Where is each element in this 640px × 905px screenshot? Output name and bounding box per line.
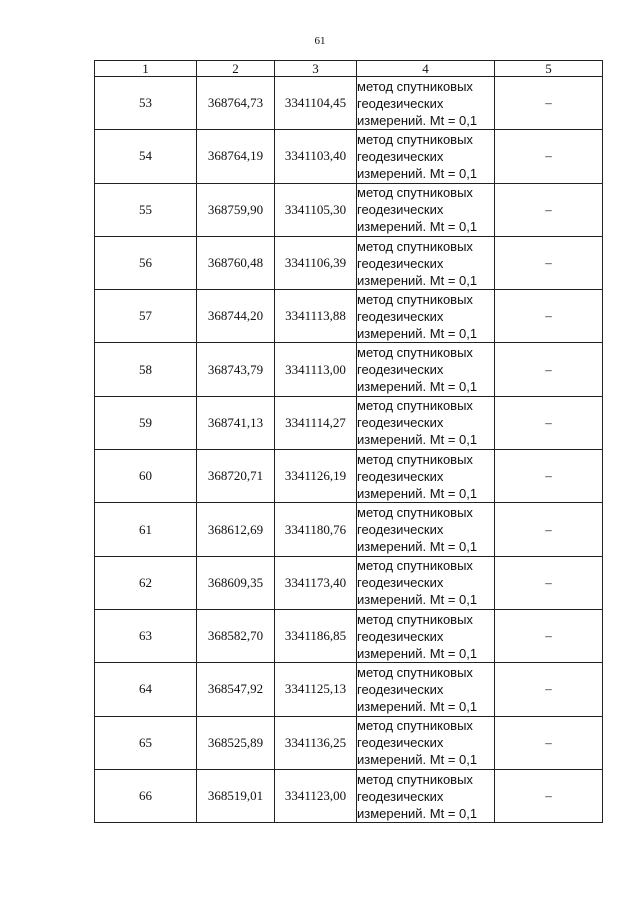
coordinate-x: 368764,73 (197, 77, 275, 130)
method-line: геодезических (357, 362, 444, 378)
measurement-method (357, 716, 495, 769)
empty-value-dash: – (495, 503, 603, 556)
empty-value-dash: – (495, 343, 603, 396)
method-line: измерений. Mt = 0,1 (357, 112, 478, 128)
method-line: геодезических (357, 202, 444, 218)
point-number: 61 (95, 503, 197, 556)
method-line: измерений. Mt = 0,1 (357, 805, 478, 821)
method-line: измерений. Mt = 0,1 (357, 645, 478, 661)
table-row (95, 236, 603, 289)
point-number: 59 (95, 396, 197, 449)
method-line: геодезических (357, 788, 444, 804)
coordinate-y: 3341113,88 (275, 290, 357, 343)
header-col-4: 4 (357, 61, 495, 77)
method-line: измерений. Mt = 0,1 (357, 379, 478, 395)
method-line: геодезических (357, 628, 444, 644)
method-line: метод спутниковых (357, 131, 473, 147)
header-col-2: 2 (197, 61, 275, 77)
method-line: геодезических (357, 522, 444, 538)
method-line: метод спутниковых (357, 558, 473, 574)
point-number: 66 (95, 769, 197, 822)
coordinate-x: 368582,70 (197, 609, 275, 662)
table-row (95, 450, 603, 503)
method-line: метод спутниковых (357, 238, 473, 254)
coordinate-x: 368741,13 (197, 396, 275, 449)
method-line: метод спутниковых (357, 451, 473, 467)
coordinate-x: 368720,71 (197, 450, 275, 503)
measurement-method (357, 183, 495, 236)
coordinate-x: 368525,89 (197, 716, 275, 769)
measurement-method (357, 396, 495, 449)
coordinate-x: 368743,79 (197, 343, 275, 396)
method-line: измерений. Mt = 0,1 (357, 485, 478, 501)
coordinate-x: 368547,92 (197, 663, 275, 716)
coordinate-y: 3341105,30 (275, 183, 357, 236)
method-line: метод спутниковых (357, 611, 473, 627)
coordinate-y: 3341113,00 (275, 343, 357, 396)
method-line: метод спутниковых (357, 345, 473, 361)
empty-value-dash: – (495, 290, 603, 343)
coordinate-y: 3341103,40 (275, 130, 357, 183)
method-line: метод спутниковых (357, 505, 473, 521)
method-line: геодезических (357, 468, 444, 484)
table-row (95, 290, 603, 343)
method-line: геодезических (357, 255, 444, 271)
coordinate-x: 368764,19 (197, 130, 275, 183)
method-line: метод спутниковых (357, 771, 473, 787)
header-col-1: 1 (95, 61, 197, 77)
coordinate-y: 3341173,40 (275, 556, 357, 609)
coordinate-x: 368760,48 (197, 236, 275, 289)
method-line: метод спутниковых (357, 664, 473, 680)
method-line: измерений. Mt = 0,1 (357, 165, 478, 181)
method-line: геодезических (357, 415, 444, 431)
measurement-method (357, 77, 495, 130)
table-row (95, 77, 603, 130)
empty-value-dash: – (495, 236, 603, 289)
coordinate-y: 3341125,13 (275, 663, 357, 716)
method-line: метод спутниковых (357, 718, 473, 734)
table-row (95, 663, 603, 716)
method-line: измерений. Mt = 0,1 (357, 752, 478, 768)
table-row (95, 769, 603, 822)
coordinate-x: 368612,69 (197, 503, 275, 556)
table-row (95, 716, 603, 769)
measurement-method (357, 290, 495, 343)
measurement-method (357, 663, 495, 716)
method-line: измерений. Mt = 0,1 (357, 592, 478, 608)
coordinate-y: 3341186,85 (275, 609, 357, 662)
point-number: 58 (95, 343, 197, 396)
page-number: 61 (314, 35, 326, 47)
method-line: измерений. Mt = 0,1 (357, 698, 478, 714)
coordinate-y: 3341180,76 (275, 503, 357, 556)
empty-value-dash: – (495, 769, 603, 822)
empty-value-dash: – (495, 663, 603, 716)
method-line: измерений. Mt = 0,1 (357, 539, 478, 555)
coordinate-x: 368519,01 (197, 769, 275, 822)
table-header-row (95, 61, 603, 77)
measurement-method (357, 556, 495, 609)
coordinate-y: 3341104,45 (275, 77, 357, 130)
empty-value-dash: – (495, 450, 603, 503)
method-line: измерений. Mt = 0,1 (357, 325, 478, 341)
coordinate-y: 3341123,00 (275, 769, 357, 822)
header-col-3: 3 (275, 61, 357, 77)
table-row (95, 609, 603, 662)
coordinate-y: 3341106,39 (275, 236, 357, 289)
coordinate-y: 3341126,19 (275, 450, 357, 503)
method-line: метод спутниковых (357, 78, 473, 94)
method-line: геодезических (357, 148, 444, 164)
method-line: измерений. Mt = 0,1 (357, 432, 478, 448)
empty-value-dash: – (495, 609, 603, 662)
empty-value-dash: – (495, 130, 603, 183)
measurement-method (357, 236, 495, 289)
table-row (95, 183, 603, 236)
point-number: 62 (95, 556, 197, 609)
point-number: 63 (95, 609, 197, 662)
header-col-5: 5 (495, 61, 603, 77)
point-number: 65 (95, 716, 197, 769)
point-number: 54 (95, 130, 197, 183)
method-line: метод спутниковых (357, 185, 473, 201)
method-line: метод спутниковых (357, 398, 473, 414)
table-row (95, 130, 603, 183)
method-line: измерений. Mt = 0,1 (357, 219, 478, 235)
coordinate-y: 3341114,27 (275, 396, 357, 449)
empty-value-dash: – (495, 716, 603, 769)
empty-value-dash: – (495, 556, 603, 609)
method-line: геодезических (357, 735, 444, 751)
coordinate-x: 368759,90 (197, 183, 275, 236)
point-number: 55 (95, 183, 197, 236)
measurement-method (357, 450, 495, 503)
method-line: геодезических (357, 575, 444, 591)
table-row (95, 343, 603, 396)
empty-value-dash: – (495, 77, 603, 130)
table-row (95, 556, 603, 609)
table-row (95, 503, 603, 556)
method-line: метод спутниковых (357, 291, 473, 307)
coordinates-table (94, 60, 603, 823)
point-number: 60 (95, 450, 197, 503)
method-line: измерений. Mt = 0,1 (357, 272, 478, 288)
coordinate-x: 368744,20 (197, 290, 275, 343)
method-line: геодезических (357, 308, 444, 324)
measurement-method (357, 609, 495, 662)
empty-value-dash: – (495, 183, 603, 236)
table-row (95, 396, 603, 449)
empty-value-dash: – (495, 396, 603, 449)
point-number: 57 (95, 290, 197, 343)
measurement-method (357, 769, 495, 822)
point-number: 53 (95, 77, 197, 130)
point-number: 64 (95, 663, 197, 716)
point-number: 56 (95, 236, 197, 289)
measurement-method (357, 343, 495, 396)
method-line: геодезических (357, 95, 444, 111)
coordinate-x: 368609,35 (197, 556, 275, 609)
method-line: геодезических (357, 681, 444, 697)
coordinate-y: 3341136,25 (275, 716, 357, 769)
measurement-method (357, 503, 495, 556)
measurement-method (357, 130, 495, 183)
